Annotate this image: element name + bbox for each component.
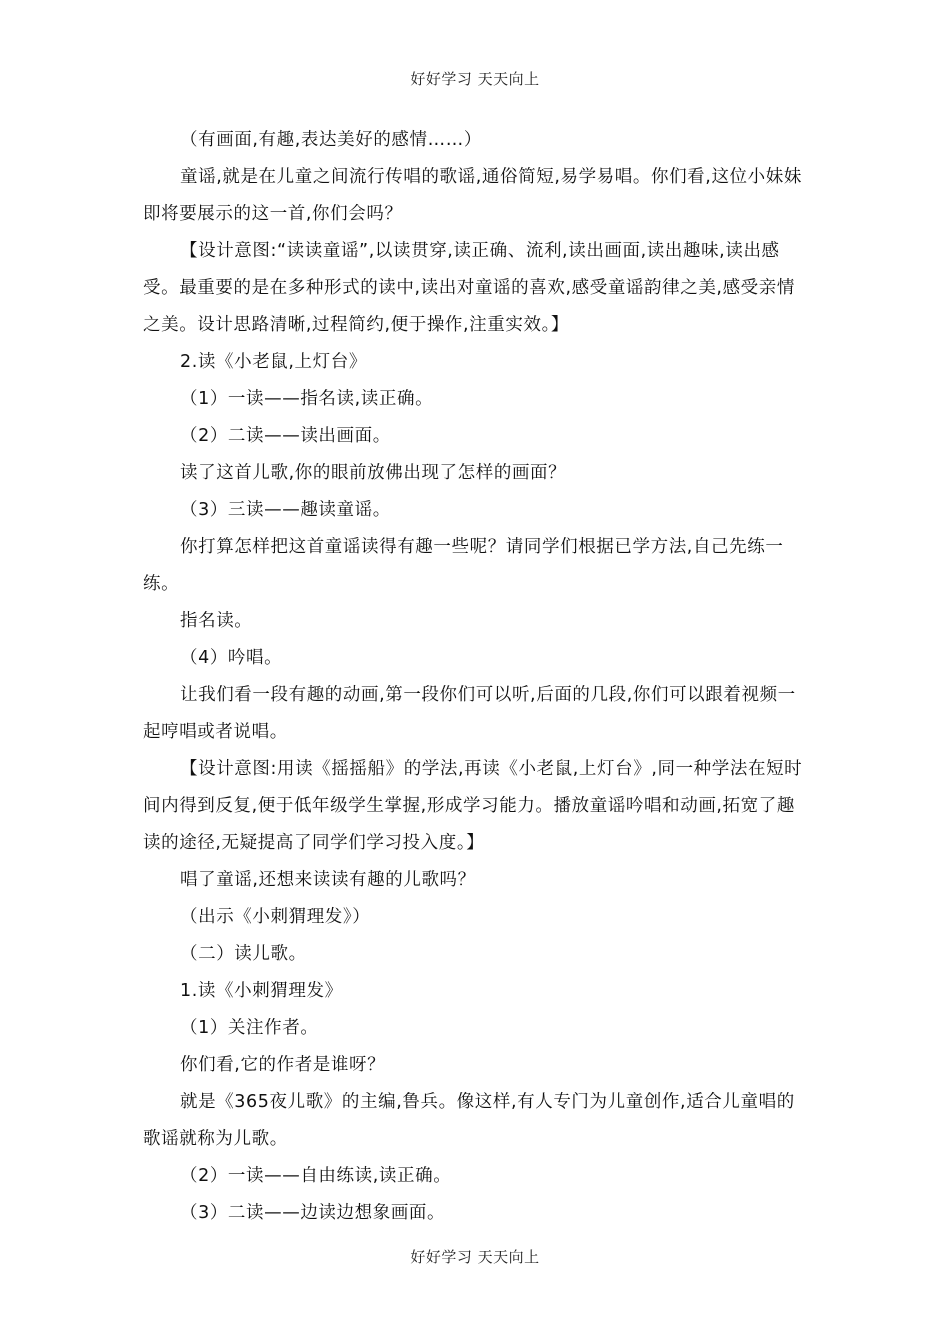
section-heading: 1.读《小刺猬理发》 (180, 981, 343, 1001)
paragraph: （有画面,有趣,表达美好的感情……） (180, 130, 482, 150)
paragraph: 你们看,它的作者是谁呀？ (180, 1055, 386, 1075)
design-intent-note: 【设计意图:用读《摇摇船》的学法,再读《小老鼠,上灯台》,同一种学法在短时间内得到反复,便于低年级学生掌握,形成学习能力。播放童谣吟唱和动画,拓宽了趣读的途径,无疑提高了同学们学习投入度。】 (143, 759, 803, 853)
paragraph: （3）三读——趣读童谣。 (180, 500, 391, 520)
paragraph: 读了这首儿歌,你的眼前放佛出现了怎样的画面？ (180, 463, 567, 483)
section-heading: 2.读《小老鼠,上灯台》 (180, 352, 367, 372)
paragraph: 唱了童谣,还想来读读有趣的儿歌吗？ (180, 870, 476, 890)
section-heading: （二）读儿歌。 (180, 944, 307, 964)
paragraph: （4）吟唱。 (180, 648, 283, 668)
design-intent-note: 【设计意图:“读读童谣”,以读贯穿,读正确、流利,读出画面,读出趣味,读出感受。最重要的是在多种形式的读中,读出对童谣的喜欢,感受童谣韵律之美,感受亲情之美。设计思路清晰,过程简约,便于操作,注重实效。】 (143, 241, 795, 335)
paragraph: 指名读。 (180, 611, 253, 631)
paragraph: 就是《365夜儿歌》的主编,鲁兵。像这样,有人专门为儿童创作,适合儿童唱的歌谣就称为儿歌。 (143, 1092, 795, 1149)
paragraph: 让我们看一段有趣的动画,第一段你们可以听,后面的几段,你们可以跟着视频一起哼唱或者说唱。 (143, 685, 796, 742)
page-footer: 好好学习 天天向上 (410, 1248, 540, 1266)
paragraph: 你打算怎样把这首童谣读得有趣一些呢？请同学们根据已学方法,自己先练一练。 (143, 537, 784, 594)
paragraph: （2）一读——自由练读,读正确。 (180, 1166, 452, 1186)
paragraph: （2）二读——读出画面。 (180, 426, 391, 446)
paragraph: （1）一读——指名读,读正确。 (180, 389, 434, 409)
paragraph: （出示《小刺猬理发》） (180, 907, 371, 927)
paragraph: （1）关注作者。 (180, 1018, 319, 1038)
page-header: 好好学习 天天向上 (410, 70, 540, 88)
document-body (143, 122, 808, 1232)
paragraph: 童谣,就是在儿童之间流行传唱的歌谣,通俗简短,易学易唱。你们看,这位小妹妹即将要展示的这一首,你们会吗？ (143, 167, 802, 224)
paragraph: （3）二读——边读边想象画面。 (180, 1203, 446, 1223)
